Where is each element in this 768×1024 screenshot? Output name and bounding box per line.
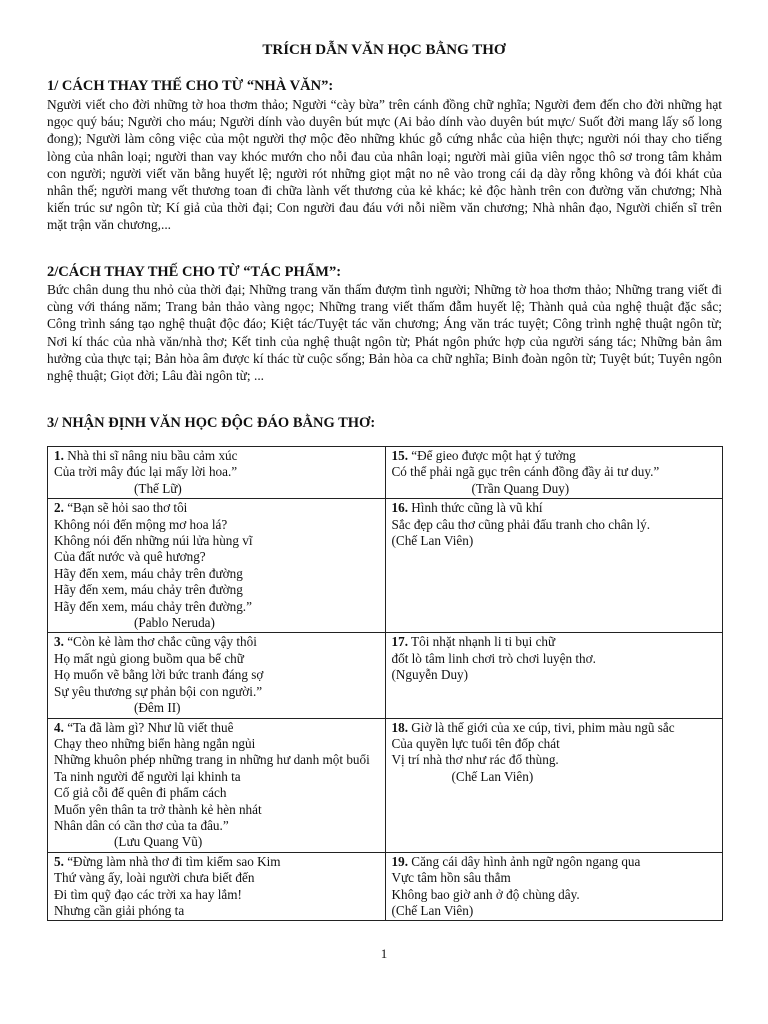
quote-text: “Đừng làm nhà thơ đi tìm kiếm sao Kim <box>67 853 281 869</box>
page-number: 1 <box>380 946 388 961</box>
quote-line <box>54 634 379 650</box>
quote-line: Họ muốn vẽ bằng lời bức tranh đáng sợ <box>54 667 264 683</box>
quote-row <box>48 718 723 852</box>
quote-number: 18. <box>391 719 408 735</box>
quote-text: Căng cái dây hình ảnh ngữ ngôn ngang qua <box>411 853 641 869</box>
quote-line: Nhưng cần giải phóng ta <box>54 902 185 918</box>
quotes-table <box>47 446 723 921</box>
quote-line: Của trời mây đúc lại mấy lời hoa.” <box>54 464 238 480</box>
quote-line <box>54 448 379 464</box>
section-1-heading: 1/ CÁCH THAY THẾ CHO TỪ “NHÀ VĂN”: <box>47 78 334 94</box>
quote-line <box>392 448 717 464</box>
quote-text: “Còn kẻ làm thơ chắc cũng vậy thôi <box>67 634 257 650</box>
quote-line <box>54 500 379 516</box>
quote-cell-left <box>48 852 386 921</box>
quote-text: “Ta đã làm gì? Như lũ viết thuê <box>67 719 234 735</box>
quote-line: Không bao giờ anh ở độ chùng dây. <box>391 886 580 902</box>
quote-line: đốt lò tâm linh chơi trò chơi luyện thơ. <box>391 650 596 666</box>
quote-number: 5. <box>54 853 64 869</box>
quote-line: Không nói đến mộng mơ hoa lá? <box>54 516 228 532</box>
quote-number: 2. <box>54 500 64 516</box>
quote-number: 19. <box>391 853 408 869</box>
quote-line: Chạy theo những biển hàng ngắn ngủi <box>54 735 256 751</box>
page-title: TRÍCH DẪN VĂN HỌC BẰNG THƠ <box>262 42 506 58</box>
quote-line: Sắc đẹp câu thơ cũng phải đấu tranh cho chân lý. <box>391 516 651 532</box>
quote-text: Giờ là thế giới của xe cúp, tivi, phim màu ngũ sắc <box>411 719 675 735</box>
section-2-body: Bức chân dung thu nhỏ của thời đại; Những trang văn thấm đượm tình người; Những tờ hoa thơm thảo; Những trang viết đi cùng với tháng năm; Trang bản thảo vàng ngọc; Những trang viết thấm đẫm huyết lệ; Thành quả của nghệ thuật đặc sắc; Công trình sáng tạo nghệ thuật độc đáo; Kiệt tác/Tuyệt tác văn chương; Áng văn trác tuyệt; Công trình nghệ thuật ngôn từ; Nơi kí thác của nhà văn/nhà thơ; Kết tinh của nghệ thuật ngôn từ; Phát ngôn phức hợp của người sáng tác; Những bản âm hưởng của thực tại; Bản hòa âm được kí thác từ cuộc sống; Bản hòa ca chữ nghĩa; Binh đoàn ngôn từ; Tuyệt bút; Tuyên ngôn nghệ thuật; Giọt đời; Lâu đài ngôn từ; ... <box>47 282 722 384</box>
quote-row <box>48 852 723 921</box>
quote-text: Nhà thi sĩ nâng niu bầu cảm xúc <box>67 448 238 463</box>
quote-cell-right <box>385 499 723 633</box>
quote-cell-right <box>385 633 723 718</box>
quote-line: Những khuôn phép những trang in những hư danh một buổi <box>54 752 370 768</box>
quote-attribution: (Thế Lữ) <box>134 480 182 496</box>
quote-number: 1. <box>54 448 64 463</box>
quote-cell-left <box>48 447 386 499</box>
quote-attribution: (Nguyễn Duy) <box>391 667 469 683</box>
section-3-heading: 3/ NHẬN ĐỊNH VĂN HỌC ĐỘC ĐÁO BẰNG THƠ: <box>47 415 376 431</box>
quote-attribution: (Chế Lan Viên) <box>451 768 534 784</box>
quote-line: Hãy đến xem, máu chảy trên đường.” <box>54 598 252 614</box>
quote-line <box>392 634 717 650</box>
quote-line: Không nói đến những núi lửa hùng vĩ <box>54 533 253 549</box>
quote-line <box>392 500 717 516</box>
quote-number: 4. <box>54 719 64 735</box>
quote-text: Hình thức cũng là vũ khí <box>411 500 543 516</box>
quote-line <box>392 720 717 736</box>
quote-cell-left <box>48 633 386 718</box>
quote-line: Có thể phải ngã gục trên cánh đồng đầy ải tư duy.” <box>391 464 660 480</box>
quote-text: “Bạn sẽ hỏi sao thơ tôi <box>67 500 188 516</box>
quote-line: Hãy đến xem, máu chảy trên đường <box>54 565 243 581</box>
quote-attribution: (Đêm II) <box>134 700 181 716</box>
quote-line: Vị trí nhà thơ như rác đổ thùng. <box>391 752 559 768</box>
quote-line: Của đất nước và quê hương? <box>54 549 206 565</box>
quote-line: Ta ninh người để người lại khinh ta <box>54 768 241 784</box>
quote-number: 16. <box>391 500 408 516</box>
section-2-heading: 2/CÁCH THAY THẾ CHO TỪ “TÁC PHẨM”: <box>47 264 342 280</box>
quote-cell-left <box>48 718 386 852</box>
quote-attribution: (Pablo Neruda) <box>134 615 215 631</box>
quote-line: Họ mất ngủ giong buồm qua bể chữ <box>54 650 244 666</box>
quote-line: Nhân dân có cần thơ của ta đâu.” <box>54 817 229 833</box>
quote-text: Tôi nhặt nhạnh li ti bụi chữ <box>411 634 556 650</box>
quote-cell-right <box>385 447 723 499</box>
quote-attribution: (Chế Lan Viên) <box>391 533 474 549</box>
quote-number: 17. <box>391 634 408 650</box>
quote-line <box>54 854 379 870</box>
quote-number: 15. <box>391 448 408 463</box>
section-1-body: Người viết cho đời những tờ hoa thơm thảo; Người “cày bừa” trên cánh đồng chữ nghĩa; Người đem đến cho đời những hạt ngọc quý báu; Người cho máu; Người dính vào duyên bút mực (Ai bảo dính vào duyên bút mực/ Suốt đời mang lấy số long đong); Người làm công việc của một người thợ mộc đẽo những khúc gỗ cứng nhắc của hiện thực; người nói thay cho tiếng lòng của nhân loại; người than vay khóc mướn cho nỗi đau của nhân loại; người mài giũa viên ngọc thô sơ trong tâm khảm con người; người viết văn bằng huyết lệ; người rót những giọt mật no nê vào trong cái dạ dày rỗng không và đói khát của nhân thế; người mang vết thương toan đi chữa lành vết thương của kẻ khác; kẻ độc hành trên con đường văn chương; Nhà kiến trúc sư ngôn từ; Kí giả của thời đại; Con người đau đáu với nỗi niềm văn chương; Nhà nhân đạo, Người chiến sĩ trên mặt trận văn chương,... <box>47 97 722 233</box>
quote-line: Sự yêu thương sự phản bội con người.” <box>54 683 263 699</box>
quote-line: Cố giả cỗi để quên đi phẩm cách <box>54 785 227 801</box>
quotes-table-body <box>48 447 723 921</box>
quote-attribution: (Chế Lan Viên) <box>391 902 474 918</box>
quote-line <box>392 854 717 870</box>
quote-row <box>48 447 723 499</box>
quote-cell-right <box>385 718 723 852</box>
quote-text: “Để gieo được một hạt ý tưởng <box>411 448 576 463</box>
quote-line: Đi tìm quỹ đạo các trời xa hay lắm! <box>54 886 242 902</box>
quote-line: Muốn yên thân ta trở thành kẻ hèn nhát <box>54 801 262 817</box>
quote-attribution: (Trần Quang Duy) <box>471 480 570 496</box>
quote-cell-right <box>385 852 723 921</box>
quote-line: Thứ vàng ấy, loài người chưa biết đến <box>54 870 255 886</box>
quote-line: Hãy đến xem, máu chảy trên đường <box>54 582 243 598</box>
quote-line: Vực tâm hồn sâu thẳm <box>391 870 511 886</box>
quote-line <box>54 720 379 736</box>
quote-line: Của quyền lực tuổi tên đốp chát <box>391 735 560 751</box>
quote-row <box>48 633 723 718</box>
quote-cell-left <box>48 499 386 633</box>
quote-attribution: (Lưu Quang Vũ) <box>114 834 203 850</box>
quote-row <box>48 499 723 633</box>
quote-number: 3. <box>54 634 64 650</box>
